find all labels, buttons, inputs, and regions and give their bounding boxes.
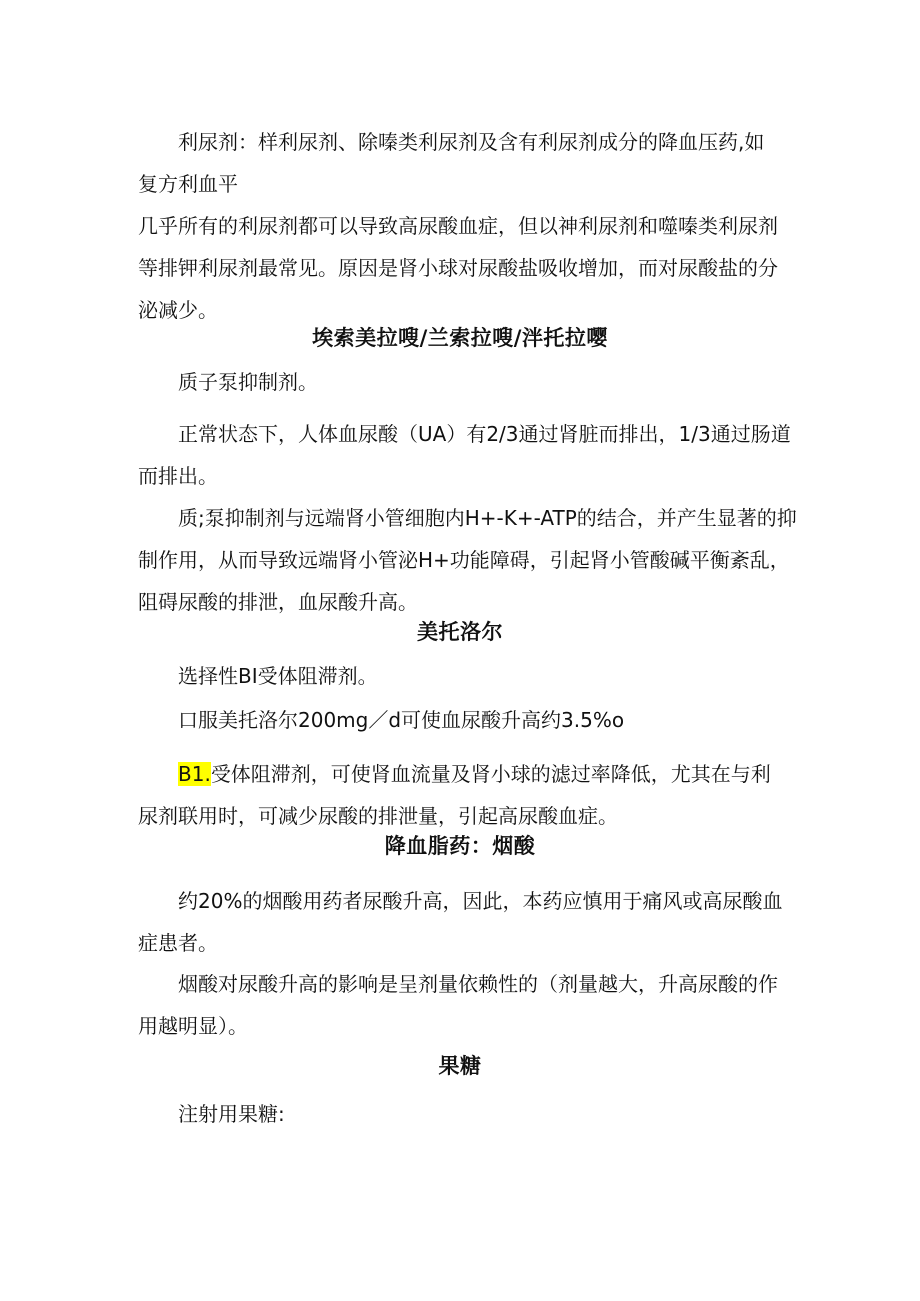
section-heading-ppi: 埃索美拉嗖/兰索拉嗖/泮托拉嘤 — [312, 326, 608, 350]
text-line: 用越明显）。 — [138, 1014, 248, 1038]
highlighted-text: B1. — [178, 762, 211, 786]
text-line: 泌减少。 — [138, 298, 218, 322]
paragraph-uric-excretion — [138, 413, 791, 497]
text-line: 制作用，从而导致远端肾小管泌H+功能障碍，引起肾小管酸碱平衡紊乱， — [138, 548, 790, 572]
text-line: 质;泵抑制剂与远端肾小管细胞内H+-K+-ATP的结合，并产生显著的抑 — [138, 506, 797, 530]
text-line: 约20%的烟酸用药者尿酸升高，因此，本药应慎用于痛风或高尿酸血 — [138, 889, 783, 913]
text-line: 尿剂联用时，可减少尿酸的排泄量，引起高尿酸血症。 — [138, 804, 618, 828]
text-line: 等排钾利尿剂最常见。原因是肾小球对尿酸盐吸收增加，而对尿酸盐的分 — [138, 256, 778, 280]
paragraph-ppi-class: 质子泵抑制剂。 — [138, 370, 318, 394]
paragraph-niacin-usage — [138, 880, 782, 964]
text-line: 而排出。 — [138, 464, 218, 488]
paragraph-ppi-mechanism — [138, 497, 797, 623]
paragraph-b1-blocker — [138, 753, 771, 837]
section-heading-metoprolol: 美托洛尔 — [417, 620, 503, 644]
paragraph-diuretics — [138, 121, 764, 205]
text-line: 症患者。 — [138, 931, 218, 955]
paragraph-niacin-dose — [138, 963, 778, 1047]
text-line: 复方利血平 — [138, 172, 238, 196]
text-line: 受体阻滞剂，可使肾血流量及肾小球的滤过率降低，尤其在与利 — [210, 762, 771, 786]
paragraph-fructose-injection: 注射用果糖: — [138, 1102, 285, 1126]
paragraph-diuretics-mechanism — [138, 205, 778, 331]
text-line: 烟酸对尿酸升高的影响是呈剂量依赖性的（剂量越大，升高尿酸的作 — [138, 972, 778, 996]
text-line: 利尿剂：样利尿剂、除嗪类利尿剂及含有利尿剂成分的降血压药,如 — [138, 130, 765, 154]
text-line: 正常状态下，人体血尿酸（UA）有2/3通过肾脏而排出，1/3通过肠道 — [138, 422, 791, 446]
text-line: 几乎所有的利尿剂都可以导致高尿酸血症，但以神利尿剂和噬嗪类利尿剂 — [138, 214, 778, 238]
text-line: 阻碍尿酸的排泄，血尿酸升高。 — [138, 590, 418, 614]
paragraph-metoprolol-dose: 口服美托洛尔200mg／d可使血尿酸升高约3.5%o — [138, 708, 625, 732]
paragraph-beta-blocker: 选择性BI受体阻滞剂。 — [138, 664, 378, 688]
section-heading-fructose: 果糖 — [438, 1054, 482, 1078]
section-heading-niacin: 降血脂药：烟酸 — [384, 834, 536, 858]
